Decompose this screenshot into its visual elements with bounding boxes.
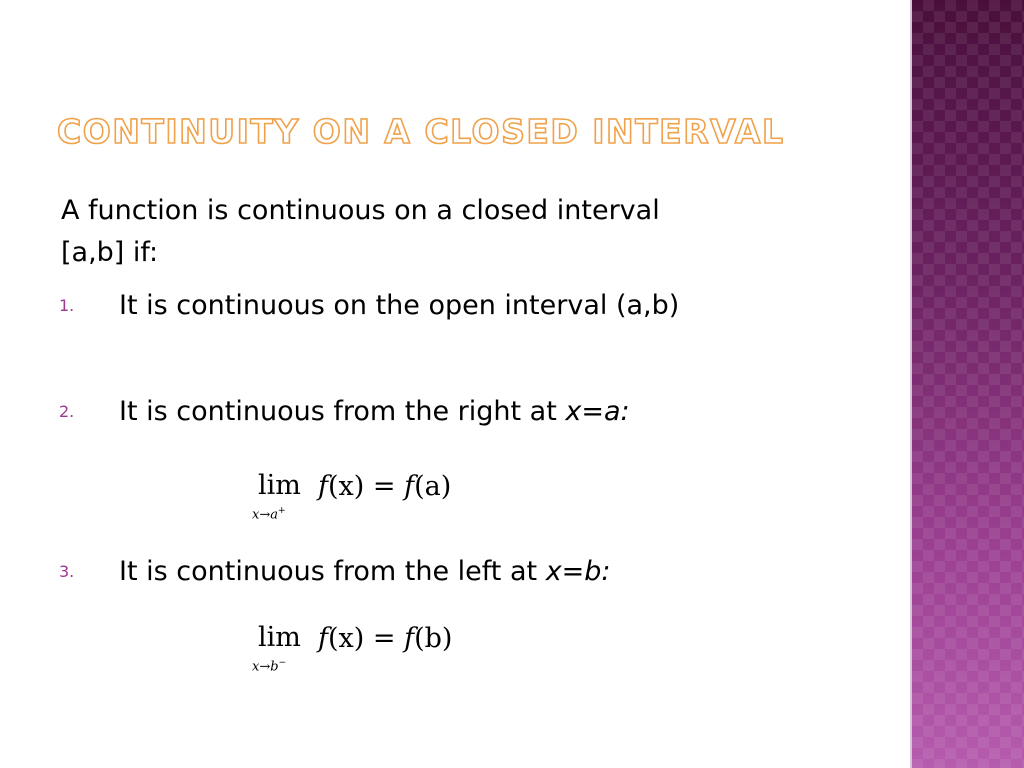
list-item-variable: x=a:: [565, 396, 630, 427]
list-item-text: It is continuous on the open interval (a,b): [119, 290, 680, 321]
lim-subscript: x→a+: [252, 506, 286, 523]
lim-operator: lim: [258, 622, 301, 653]
list-number: 3.: [59, 562, 75, 581]
slide-title: CONTINUITY ON A CLOSED INTERVAL: [57, 112, 785, 151]
list-item-text: It is continuous from the left at: [119, 556, 546, 587]
formula-right-limit: [250, 470, 550, 530]
list-number: 1.: [59, 296, 75, 315]
list-item-text: It is continuous from the right at: [119, 396, 566, 427]
list-number: 2.: [59, 402, 75, 421]
list-item-2: [59, 394, 899, 430]
intro-line-2: [a,b] if:: [61, 237, 159, 268]
list-item-variable: x=b:: [545, 556, 611, 587]
formula-expression: f(x) = f(a): [318, 471, 452, 502]
list-item-3: [59, 554, 899, 590]
intro-text: [61, 190, 891, 274]
intro-line-1: A function is continuous on a closed interval: [61, 195, 660, 226]
lim-operator: lim: [258, 470, 301, 501]
list-item-1: [59, 288, 899, 324]
formula-left-limit: [250, 622, 550, 682]
formula-expression: f(x) = f(b): [318, 623, 453, 654]
decorative-side-band: [912, 0, 1024, 768]
lim-subscript: x→b−: [252, 658, 287, 675]
